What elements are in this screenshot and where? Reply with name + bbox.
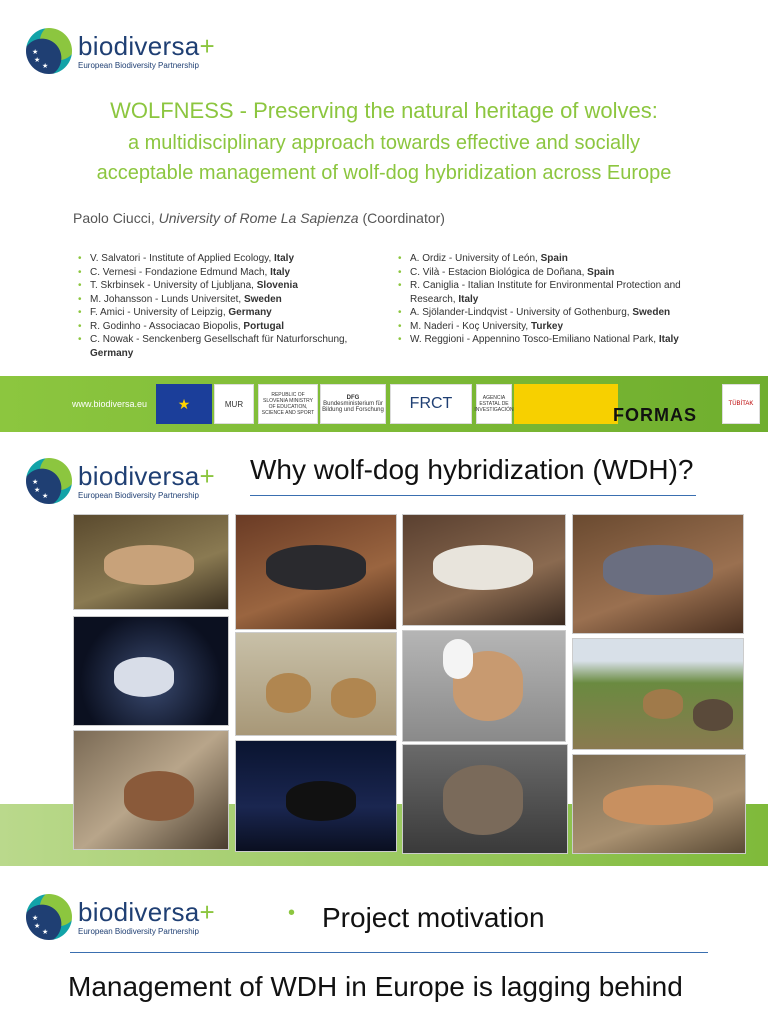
biodiversa-logo: [26, 28, 215, 74]
logo-tagline: European Biodiversity Partnership: [78, 926, 199, 936]
sponsor-tubitak: TÜBİTAK: [722, 384, 760, 424]
globe-icon: ★ ★ ★: [26, 28, 72, 74]
photo-dark-dead-canid: [235, 514, 397, 630]
sponsor-formas: FORMAS: [613, 404, 697, 425]
photo-night-black-canid: [235, 740, 397, 852]
logo-tagline: European Biodiversity Partnership: [78, 490, 199, 500]
photo-canids-in-enclosure: [235, 632, 397, 736]
list-item: • F. Amici - University of Leipzig, Germany: [78, 306, 378, 320]
website-link[interactable]: www.biodiversa.eu: [72, 399, 148, 409]
biodiversa-logo: [26, 458, 215, 504]
sponsor-mur: MUR: [214, 384, 254, 424]
list-item: • M. Johansson - Lunds Universitet, Sweden: [78, 293, 378, 307]
heading-divider: [250, 495, 696, 496]
sponsor-dfg-bmbf: DFG Bundesministerium für Bildung und Forschung: [320, 384, 386, 424]
slide-title: [0, 0, 768, 432]
logo-tagline: European Biodiversity Partnership: [78, 60, 199, 70]
heading-divider: [70, 952, 708, 953]
slide-heading: Why wolf-dog hybridization (WDH)?: [250, 454, 694, 485]
photo-night-white-canid: [73, 616, 229, 726]
project-title: WOLFNESS - Preserving the natural heritage of wolves:: [110, 98, 658, 123]
list-item: • T. Skrbinsek - University of Ljubljana, Slovenia: [78, 279, 378, 293]
sponsor-aei: AGENCIA ESTATAL DE INVESTIGACIÓN: [476, 384, 512, 424]
list-item: • C. Nowak - Senckenberg Gesellschaft für Naturforschung, Germany: [78, 333, 378, 360]
eu-flag-icon: ★: [156, 384, 212, 424]
bullet-icon: •: [288, 902, 296, 924]
sponsor-slovenia: REPUBLIC OF SLOVENIA MINISTRY OF EDUCATION, SCIENCE AND SPORT: [258, 384, 318, 424]
photo-wolf-head: [73, 730, 229, 850]
body-text: Management of WDH in Europe is lagging behind: [68, 971, 683, 1002]
slide-project-motivation: [0, 866, 768, 1024]
photo-grey-dead-canid: [572, 514, 744, 634]
list-item: • A. Ordiz - University of León, Spain: [398, 252, 718, 266]
coordinator: Paolo Ciucci, University of Rome La Sapienza (Coordinator): [73, 210, 445, 226]
globe-icon: ★ ★ ★: [26, 458, 72, 504]
project-subtitle-line2: acceptable management of wolf-dog hybridization across Europe: [96, 162, 672, 184]
sponsor-band: [0, 376, 768, 432]
partner-list-left: [78, 252, 378, 360]
photo-captured-wolf: [402, 744, 568, 854]
biodiversa-logo: [26, 894, 215, 940]
list-item: • V. Salvatori - Institute of Applied Ecology, Italy: [78, 252, 378, 266]
logo-brand: biodiversa+: [78, 460, 215, 491]
list-item: • R. Caniglia - Italian Institute for Environmental Protection and Research, Italy: [398, 279, 718, 306]
photo-white-dead-canid: [402, 514, 566, 626]
logo-brand: biodiversa+: [78, 30, 215, 61]
photo-dead-wolf: [73, 514, 229, 610]
list-item: • A. Sjölander-Lindqvist - University of Gothenburg, Sweden: [398, 306, 718, 320]
list-item: • R. Godinho - Associacao Biopolis, Portugal: [78, 320, 378, 334]
list-item: • M. Naderi - Koç University, Turkey: [398, 320, 718, 334]
project-subtitle-line1: a multidisciplinary approach towards effective and socially: [127, 132, 641, 154]
slide-why-wdh: [0, 432, 768, 866]
sponsor-frct: FRCT: [390, 384, 472, 424]
photo-dead-dog: [572, 754, 746, 854]
slide-heading: Project motivation: [322, 902, 545, 933]
photo-paw-examination: [402, 630, 566, 742]
list-item: • C. Vernesi - Fondazione Edmund Mach, Italy: [78, 266, 378, 280]
globe-icon: ★ ★ ★: [26, 894, 72, 940]
list-item: • C. Vilà - Estacion Biológica de Doñana, Spain: [398, 266, 718, 280]
partner-list-right: [398, 252, 718, 347]
logo-brand: biodiversa+: [78, 896, 215, 927]
list-item: • W. Reggioni - Appennino Tosco-Emiliano National Park, Italy: [398, 333, 718, 347]
photo-canids-in-forest: [572, 638, 744, 750]
